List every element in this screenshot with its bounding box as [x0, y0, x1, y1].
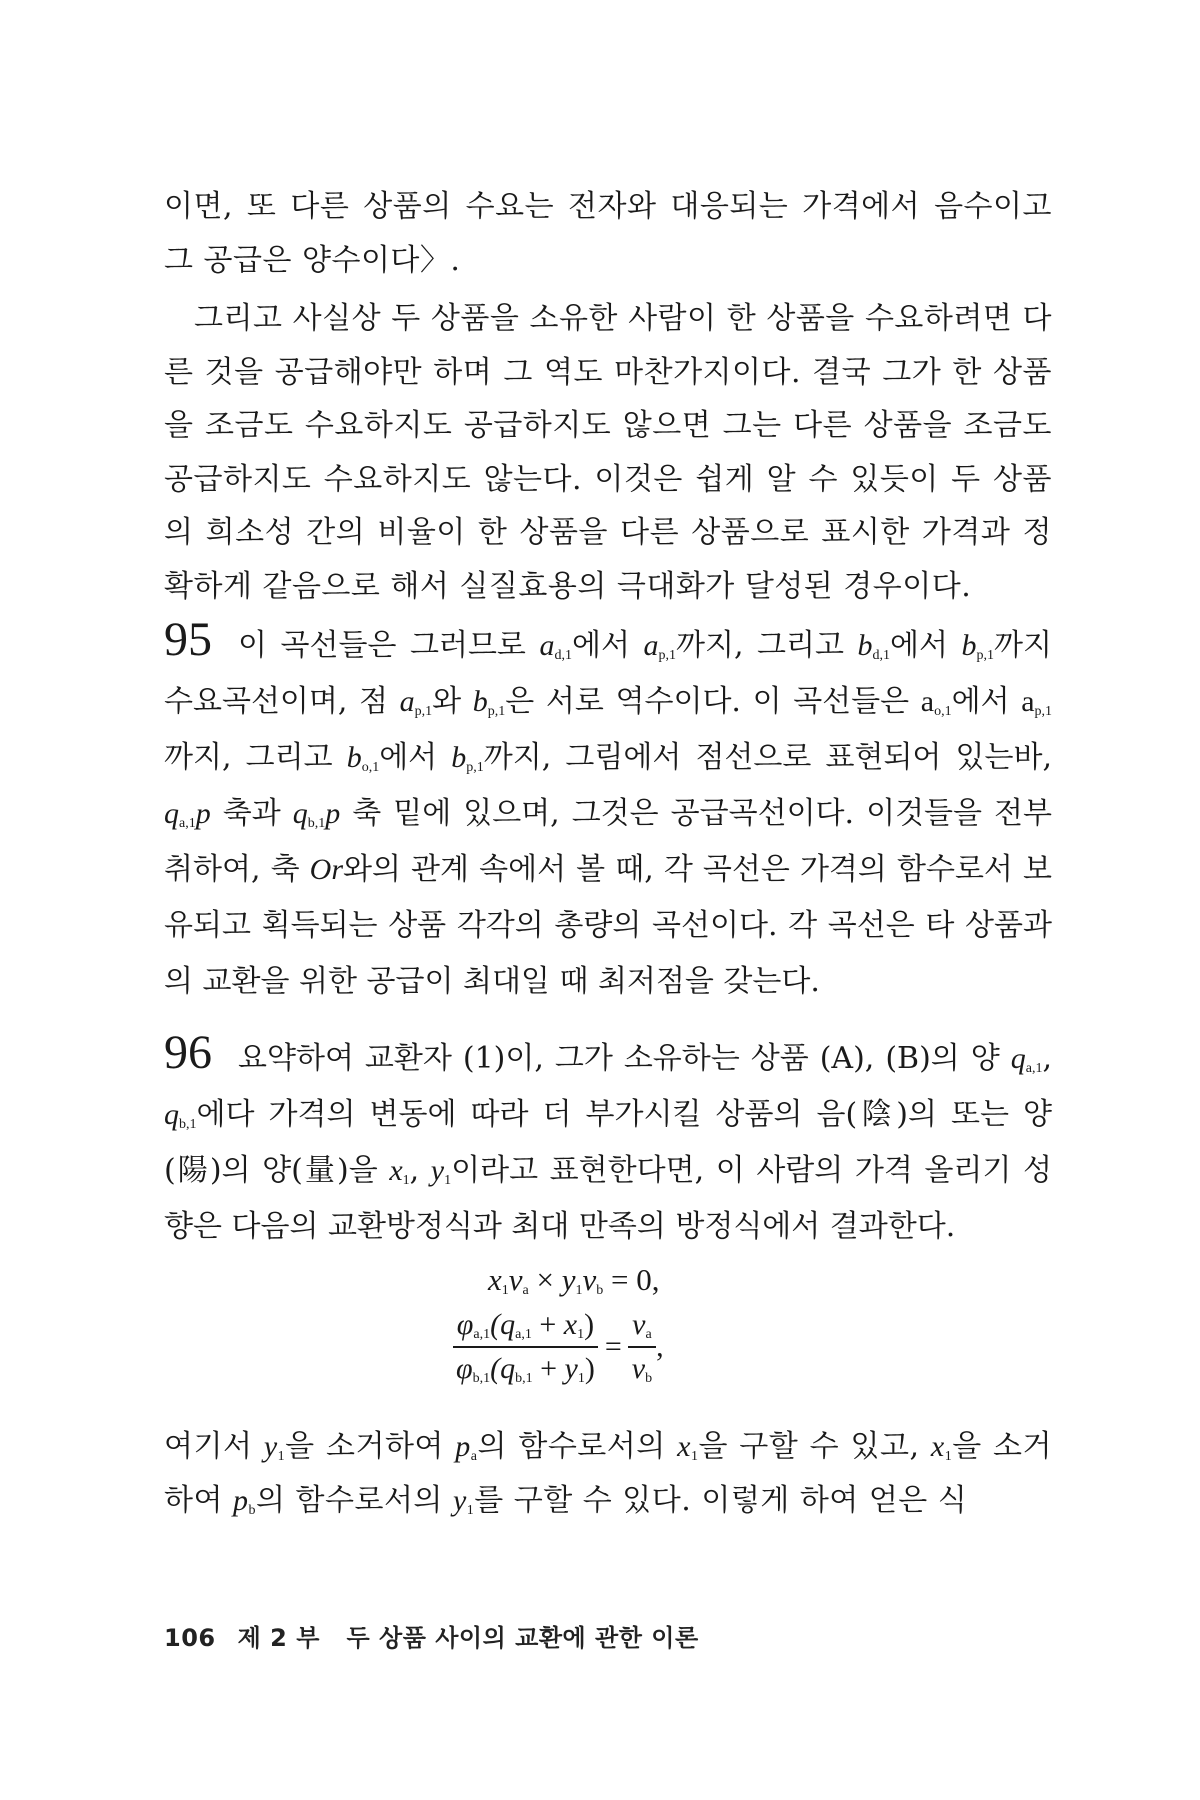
running-footer [164, 1618, 699, 1653]
paragraph-continuation: 이면, 또 다른 상품의 수요는 전자와 대응되는 가격에서 음수이고 그 공급은 양수이다〉. [164, 189, 1052, 278]
math-var: $b_{p,1}$ [961, 629, 995, 663]
max-satisfaction-equation: $\frac{\varphi_{a,1}(q_{a,1} + x_1)}{\varphi_{b,1}(q_{b,1} + y_1)}$ = $\frac{v_a}{v_b}$ , [452, 1308, 664, 1386]
axis-or: Or [309, 853, 343, 886]
math-var: $b_{d,1}$ [857, 629, 891, 663]
math-var: $p_a$ [455, 1430, 478, 1464]
math-var: $q_{b,1}p$ [292, 797, 341, 831]
math-var: $y_1$ [430, 1154, 452, 1188]
fraction-right: $\frac{v_a}{v_b}$ [628, 1308, 656, 1386]
section-96: 96 요약하여 교환자 (1)이, 그가 소유하는 상품 (A), (B)의 양 $q_{a,1}$, $q_{b,1}$에다 가격의 변동에 따라 더 부가시킬 상품의 음(陰)의 또는 양(陽)의 양(量)을 $x_1$, $y_1$이라고 표현한다면, 이 사람의 가격 올리기 성향은 다음의 교환방정식과 최대 만족의 방정식에서 결과한다. [164, 1026, 1052, 1244]
math-var: $y_1$ [452, 1483, 475, 1518]
math-var: $x_1$ [677, 1430, 699, 1464]
math-var: $q_{a,1}p$ [164, 797, 211, 831]
math-var: $b_{p,1}$ [472, 685, 506, 719]
exchange-equation: $x_1v_a \times y_1v_b = 0$, [488, 1262, 660, 1298]
math-var: $p_b$ [233, 1483, 256, 1518]
math-var: $b_{o,1}$ [346, 741, 380, 775]
math-var: $q_{a,1}$ [1010, 1042, 1043, 1076]
math-var: $a_{d,1}$ [539, 629, 572, 663]
math-var: $b_{p,1}$ [451, 741, 484, 775]
math-var: $y_1$ [263, 1430, 286, 1464]
math-var: $a_{o,1}$ [920, 685, 952, 719]
math-var: $a_{p,1}$ [1021, 685, 1053, 719]
math-var: $x_1$ [389, 1154, 410, 1188]
part-title: 두 상품 사이의 교환에 관한 이론 [346, 1624, 699, 1652]
section-95: 95 이 곡선들은 그러므로 $a_{d,1}$에서 $a_{p,1}$까지, 그리고 $b_{d,1}$에서 $b_{p,1}$까지 수요곡선이며, 점 $a_{p,1}$와 $b_{p,1}$은 서로 역수이다. 이 곡선들은 $a_{o,1}$에서 $a_{p,1}$까지, 그리고 $b_{o,1}$에서 $b_{p,1}$까지, 그림에서 점선으로 표현되어 있는바, $q_{a,1}p$ 축과 $q_{b,1}p$ 축 밑에 있으며, 그것은 공급곡선이다. 이것들을 전부 취하여, 축 Or와의 관계 속에서 볼 때, 각 곡선은 가격의 함수로서 보유되고 획득되는 상품 각각의 총량의 곡선이다. 각 곡선은 타 상품과의 교환을 위한 공급이 최대일 때 최저점을 갖는다. [164, 613, 1053, 999]
section-number: 95 [164, 613, 212, 666]
math-var: $a_{p,1}$ [643, 629, 676, 663]
part-label: 제 2 부 [237, 1624, 320, 1652]
math-var: $a_{p,1}$ [399, 685, 433, 719]
closing-paragraph: 여기서 $y_1$을 소거하여 $p_a$의 함수로서의 $x_1$을 구할 수 있고, $x_1$을 소거하여 $p_b$의 함수로서의 $y_1$를 구할 수 있다. 이렇게 하여 얻은 식 [164, 1429, 1052, 1518]
math-var: $q_{b,1}$ [164, 1098, 197, 1132]
math-var: $x_1$ [930, 1430, 953, 1464]
section-number: 96 [164, 1026, 212, 1079]
page-number: 106 [164, 1624, 216, 1652]
paragraph: 그리고 사실상 두 상품을 소유한 사람이 한 상품을 수요하려면 다른 것을 공급해야만 하며 그 역도 마찬가지이다. 결국 그가 한 상품을 조금도 수요하지도 공급하지도 않으면 그는 다른 상품을 조금도 공급하지도 수요하지도 않는다. 이것은 쉽게 알 수 있듯이 두 상품의 희소성 간의 비율이 한 상품을 다른 상품으로 표시한 가격과 정확하게 같음으로 해서 실질효용의 극대화가 달성된 경우이다. [164, 301, 1052, 604]
fraction-left: $\frac{\varphi_{a,1}(q_{a,1} + x_1)}{\varphi_{b,1}(q_{b,1} + y_1)}$ [452, 1308, 599, 1386]
